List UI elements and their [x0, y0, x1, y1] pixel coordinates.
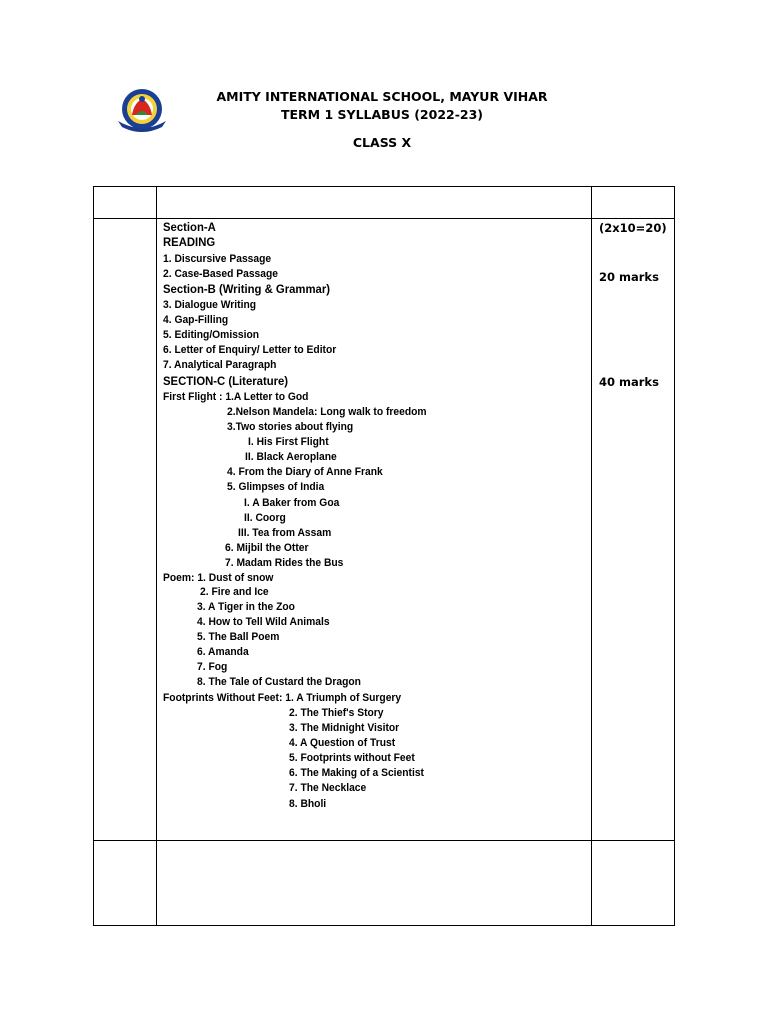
class-title: CLASS X — [352, 135, 412, 150]
syllabus-item: 6. The Making of a Scientist — [289, 767, 424, 779]
syllabus-item: 8. Bholi — [289, 798, 327, 810]
syllabus-item: 7. The Necklace — [289, 782, 367, 794]
section-heading: SECTION-C (Literature) — [163, 374, 289, 388]
syllabus-item: 2. Fire and Ice — [200, 586, 269, 598]
syllabus-item: III. Tea from Assam — [238, 527, 332, 539]
syllabus-item: I. His First Flight — [248, 436, 329, 448]
syllabus-item: 3.Two stories about flying — [227, 421, 354, 433]
marks-reading-total: 20 marks — [599, 270, 659, 284]
marks-literature-total: 40 marks — [599, 375, 659, 389]
syllabus-item: 3. The Midnight Visitor — [289, 722, 400, 734]
section-heading: READING — [163, 235, 216, 249]
row-divider — [94, 840, 674, 841]
syllabus-item: 2. Case-Based Passage — [163, 268, 279, 280]
syllabus-item: 1. Discursive Passage — [163, 253, 272, 265]
syllabus-item: 4. From the Diary of Anne Frank — [227, 466, 383, 478]
syllabus-item: 4. A Question of Trust — [289, 737, 396, 749]
syllabus-item: 5. Editing/Omission — [163, 329, 260, 341]
syllabus-table — [93, 186, 675, 926]
section-heading: Section-A — [163, 220, 216, 234]
syllabus-item: 5. Glimpses of India — [227, 481, 325, 493]
syllabus-item: 4. Gap-Filling — [163, 314, 229, 326]
syllabus-item: 7. Analytical Paragraph — [163, 359, 277, 371]
row-divider — [94, 218, 674, 219]
column-divider — [156, 187, 157, 925]
term-title: TERM 1 SYLLABUS (2022-23) — [280, 107, 484, 122]
syllabus-item: 7. Madam Rides the Bus — [225, 557, 344, 569]
syllabus-item: 2. The Thief's Story — [289, 707, 384, 719]
section-heading: Section-B (Writing & Grammar) — [163, 282, 330, 296]
syllabus-item: 7. Fog — [197, 661, 228, 673]
syllabus-item: 3. Dialogue Writing — [163, 299, 257, 311]
syllabus-item: First Flight : 1.A Letter to God — [163, 391, 309, 403]
syllabus-item: 4. How to Tell Wild Animals — [197, 616, 330, 628]
syllabus-item: 8. The Tale of Custard the Dragon — [197, 676, 361, 688]
syllabus-item: 3. A Tiger in the Zoo — [197, 601, 295, 613]
syllabus-item: 5. The Ball Poem — [197, 631, 280, 643]
syllabus-item: 6. Mijbil the Otter — [225, 542, 309, 554]
syllabus-item: 6. Amanda — [197, 646, 249, 658]
syllabus-item: I. A Baker from Goa — [244, 497, 340, 509]
syllabus-item: Poem: 1. Dust of snow — [163, 572, 274, 584]
syllabus-item: 2.Nelson Mandela: Long walk to freedom — [227, 406, 427, 418]
syllabus-item: 6. Letter of Enquiry/ Letter to Editor — [163, 344, 337, 356]
syllabus-item: II. Coorg — [244, 512, 286, 524]
marks-reading-split: (2x10=20) — [599, 221, 667, 235]
syllabus-item: 5. Footprints without Feet — [289, 752, 415, 764]
column-divider — [591, 187, 592, 925]
school-name: AMITY INTERNATIONAL SCHOOL, MAYUR VIHAR — [216, 89, 548, 104]
syllabus-item: II. Black Aeroplane — [245, 451, 337, 463]
syllabus-item: Footprints Without Feet: 1. A Triumph of Surgery — [163, 692, 402, 704]
